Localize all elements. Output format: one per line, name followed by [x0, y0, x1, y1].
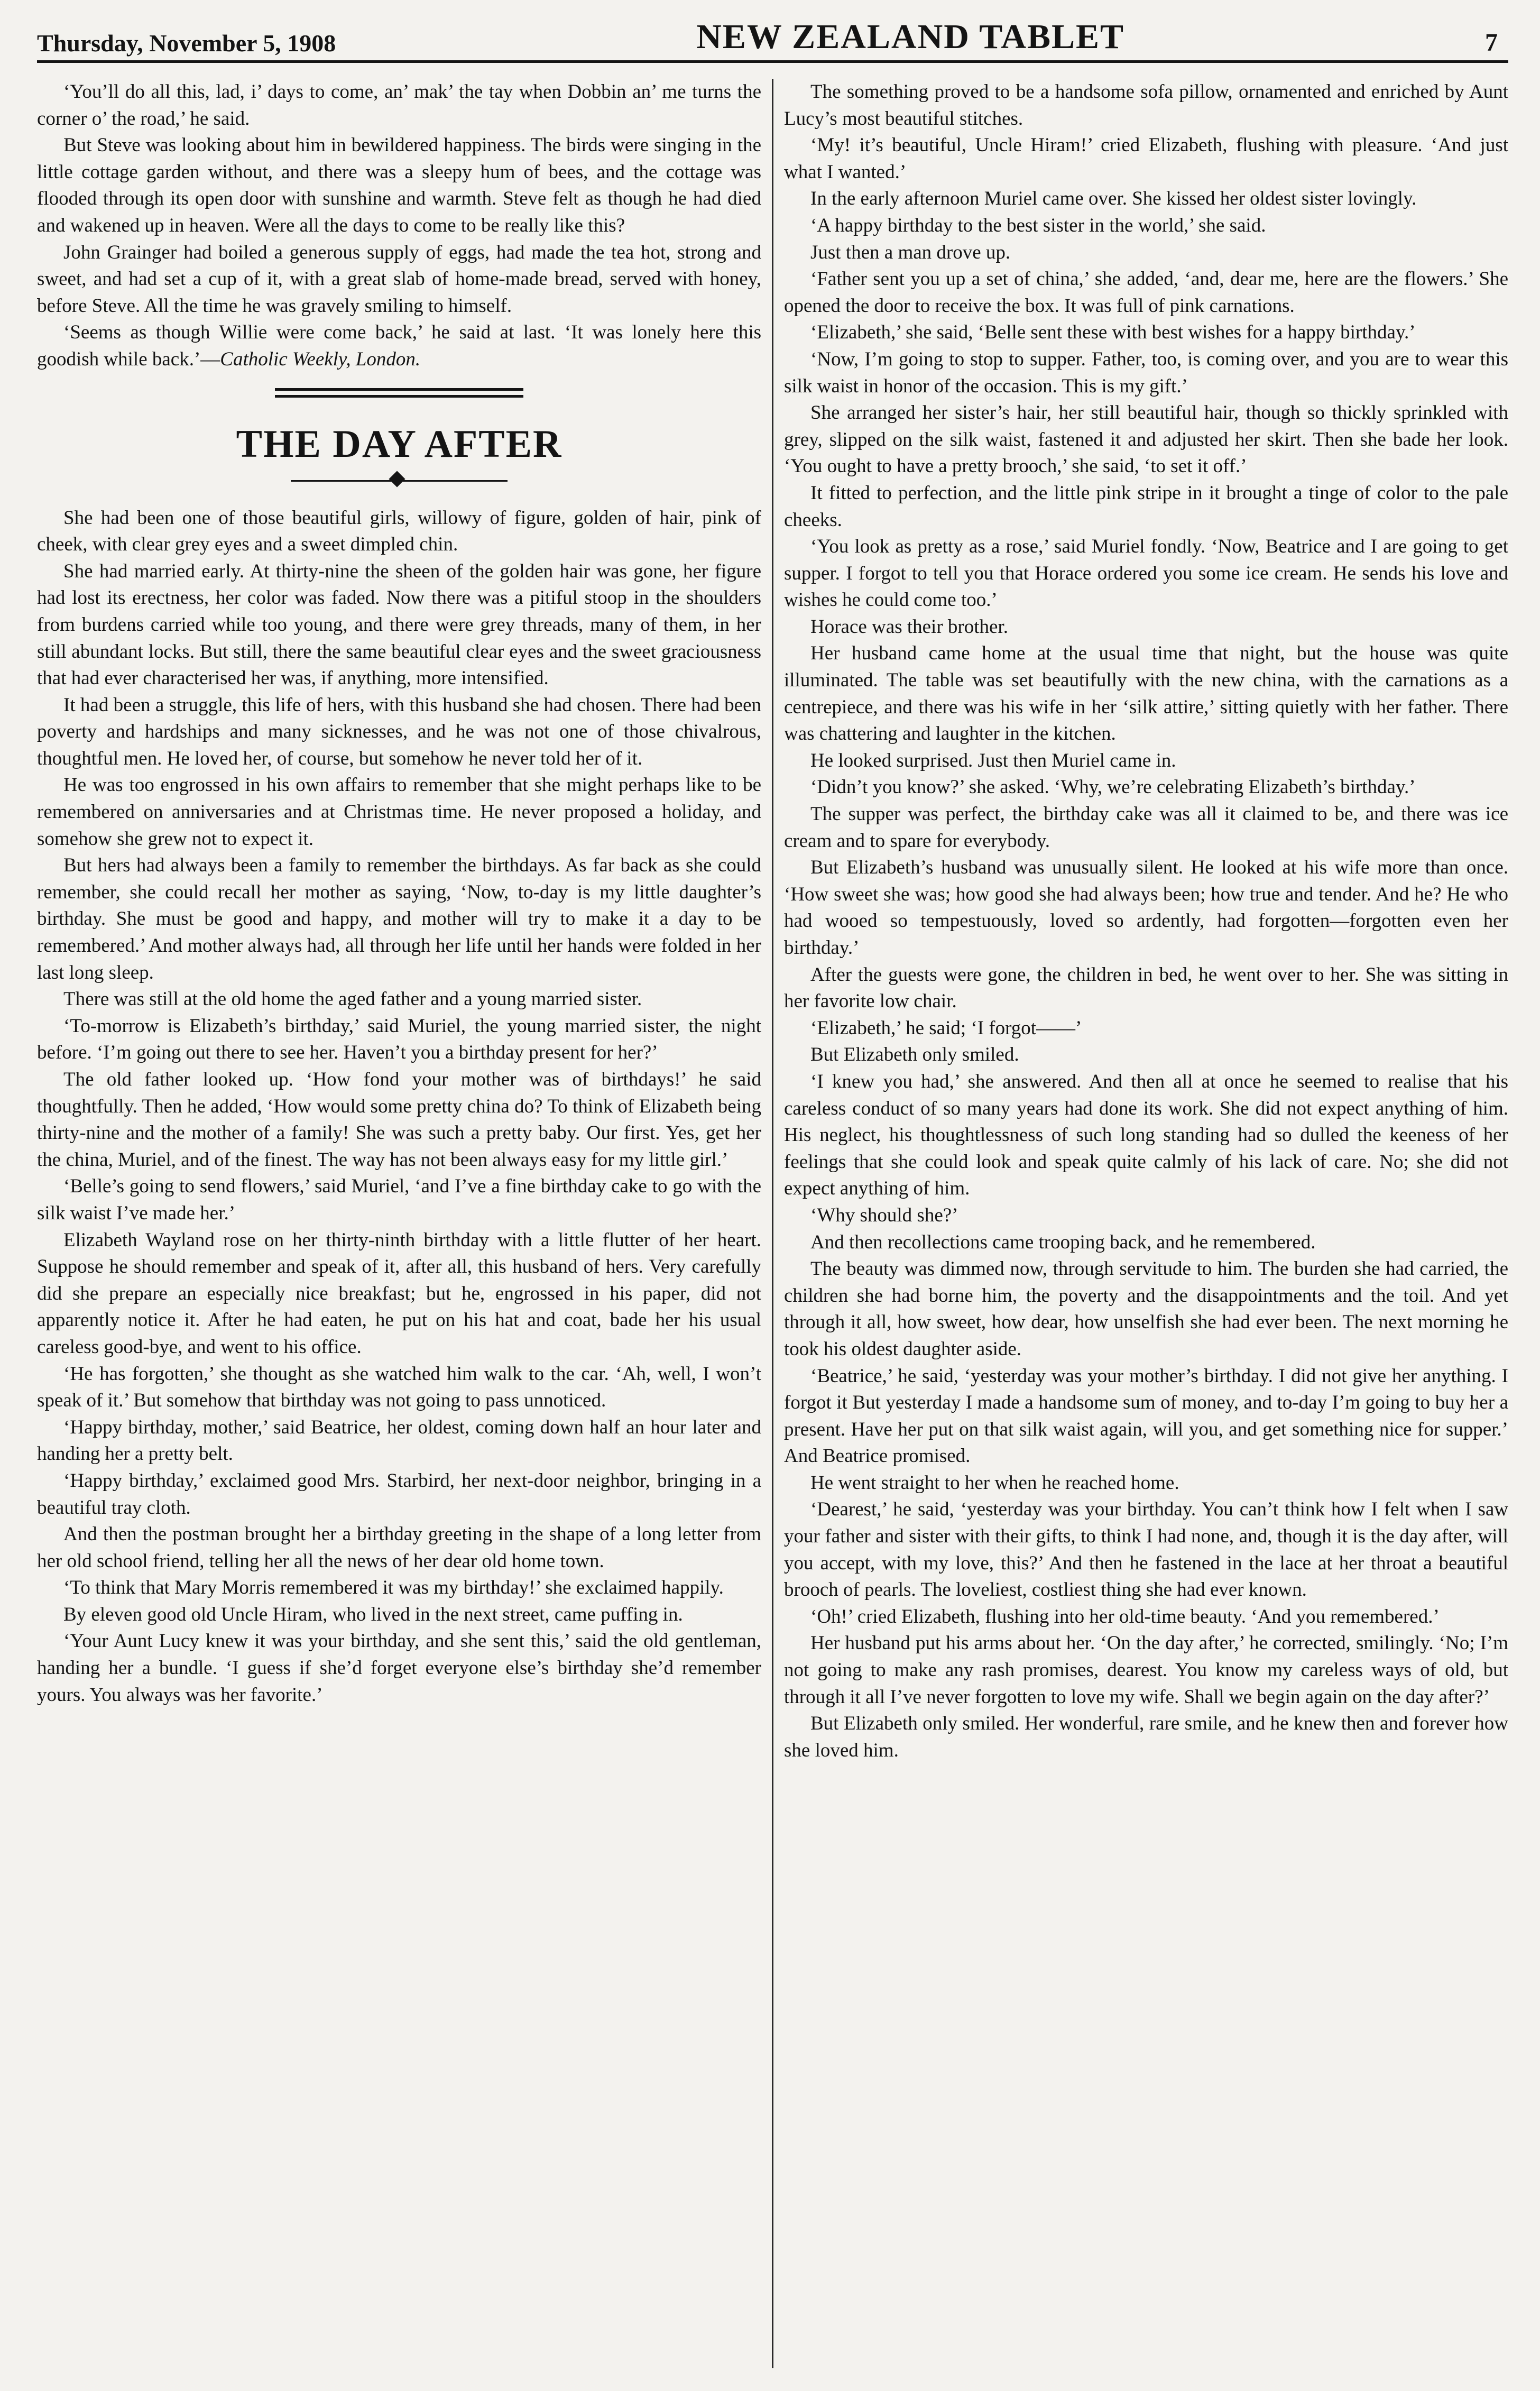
paragraph: ‘To-morrow is Elizabeth’s birthday,’ said Muriel, the young married sister, the night before. ‘I’m going out there to see her. Haven’t you a birthday present for her?’: [37, 1015, 761, 1064]
paragraph: ‘Seems as though Willie were come back,’ he said at last. ‘It was lonely here this goodish while back.’—Catholic Weekly, London.: [37, 321, 761, 370]
paragraph: ‘He has forgotten,’ she thought as she watched him walk to the car. ‘Ah, well, I won’t speak of it.’ But somehow that birthday was not going to pass unnoticed.: [37, 1363, 761, 1412]
paragraph: In the early afternoon Muriel came over. She kissed her oldest sister lovingly.: [810, 188, 1417, 210]
masthead-rule: [37, 60, 1508, 63]
paragraph: The supper was perfect, the birthday cake was all it claimed to be, and there was ice cream and to spare for everybody.: [784, 803, 1508, 852]
paragraph: She had been one of those beautiful girls, willowy of figure, golden of hair, pink of cheek, with clear grey eyes and a sweet dimpled chin.: [37, 507, 761, 556]
paragraph: ‘Oh!’ cried Elizabeth, flushing into her old-time beauty. ‘And you remembered.’: [810, 1605, 1440, 1627]
paragraph: ‘I knew you had,’ she answered. And then all at once he seemed to realise that his careless conduct of so many years had done its work. She did not expect anything of him. His neglect, his thoughtlessness of such long standing had so dulled the keeness of her feelings that she could look and speak quite calmly of his lack of care. No; she did not expect anything of him.: [784, 1070, 1508, 1200]
page-number: 7: [1485, 29, 1498, 57]
paragraph: ‘Belle’s going to send flowers,’ said Muriel, ‘and I’ve a fine birthday cake to go with the silk waist I’ve made her.’: [37, 1175, 761, 1224]
paragraph: John Grainger had boiled a generous supply of eggs, had made the tea hot, strong and sweet, and had set a cup of it, with a great slab of home-made bread, served with honey, before Steve. All the time he was gravely smiling to himself.: [37, 241, 761, 317]
paragraph: Just then a man drove up.: [810, 241, 1011, 263]
paragraph: ‘Why should she?’: [810, 1204, 958, 1226]
paragraph: There was still at the old home the aged father and a young married sister.: [63, 988, 642, 1010]
paragraph: It fitted to perfection, and the little pink stripe in it brought a tinge of color to the pale cheeks.: [784, 482, 1508, 531]
paragraph: And then the postman brought her a birthday greeting in the shape of a long letter from her old school friend, telling her all the news of her dear old home town.: [37, 1523, 761, 1572]
right-column: [784, 79, 1508, 2368]
paragraph: ‘You look as pretty as a rose,’ said Muriel fondly. ‘Now, Beatrice and I are going to get supper. I forgot to tell you that Horace ordered you some ice cream. He sends his love and wishes he could come too.’: [784, 536, 1508, 611]
paragraph: He was too engrossed in his own affairs to remember that she might perhaps like to be remembered on anniversaries and at Christmas time. He never proposed a holiday, and somehow she grew not to expect it.: [37, 774, 761, 850]
paragraph: ‘Elizabeth,’ he said; ‘I forgot——’: [810, 1017, 1082, 1039]
paragraph: ‘Father sent you up a set of china,’ she added, ‘and, dear me, here are the flowers.’ She opened the door to receive the box. It was full of pink carnations.: [784, 268, 1508, 317]
paragraph: But Elizabeth only smiled. Her wonderful, rare smile, and he knew then and forever how she loved him.: [784, 1713, 1508, 1761]
paragraph: Her husband came home at the usual time that night, but the house was quite illuminated. The table was set beautifully with the new china, with the carnations as a centrepiece, and there was his wife in her ‘silk attire,’ sitting quietly with her father. There was chattering and laughter in the kitchen.: [784, 642, 1508, 745]
paragraph: ‘Didn’t you know?’ she asked. ‘Why, we’re celebrating Elizabeth’s birthday.’: [810, 776, 1416, 798]
column-divider: [772, 79, 773, 2368]
paragraph: ‘To think that Mary Morris remembered it was my birthday!’ she exclaimed happily.: [63, 1577, 724, 1599]
paragraph: She arranged her sister’s hair, her still beautiful hair, though so thickly sprinkled with grey, slipped on the silk waist, fastened it and adjusted her skirt. Then she bade her look. ‘You ought to have a pretty brooch,’ she said, ‘to set it off.’: [784, 402, 1508, 477]
paragraph: ‘My! it’s beautiful, Uncle Hiram!’ cried Elizabeth, flushing with pleasure. ‘And just what I wanted.’: [784, 134, 1508, 183]
paragraph: ‘Now, I’m going to stop to supper. Father, too, is coming over, and you are to wear this silk waist in honor of the occasion. This is my gift.’: [784, 348, 1508, 397]
article-column-1: [37, 505, 761, 1709]
paragraph: ‘A happy birthday to the best sister in the world,’ she said.: [810, 214, 1266, 236]
paragraph: ‘Dearest,’ he said, ‘yesterday was your birthday. You can’t think how I felt when I saw your father and sister with their gifts, to think I had none, and, though it is the day after, will you accept, with my love, this?’ And then he fastened in the lace at her throat a beautiful brooch of pearls. The loveliest, costliest thing she had ever known.: [784, 1498, 1508, 1601]
story-end-rule: [275, 388, 523, 398]
paragraph: It had been a struggle, this life of hers, with this husband she had chosen. There had been poverty and hardships and many sicknesses, and he was not one of those chivalrous, thoughtful men. He loved her, of course, but somehow he never told her of it.: [37, 694, 761, 769]
paragraph: The something proved to be a handsome sofa pillow, ornamented and enriched by Aunt Lucy’s most beautiful stitches.: [784, 81, 1508, 130]
source-attribution: Catholic Weekly, London.: [220, 348, 421, 370]
paragraph: ‘Happy birthday, mother,’ said Beatrice, her oldest, coming down half an hour later and handing her a pretty belt.: [37, 1416, 761, 1465]
article-headline: THE DAY AFTER: [236, 422, 562, 466]
paragraph: The old father looked up. ‘How fond your mother was of birthdays!’ he said thoughtfully. Then he added, ‘How would some pretty china do? To think of Elizabeth being thirty-nine and the mother of a family! She was such a pretty baby. Our first. Yes, get her the china, Muriel, and of the finest. The way has not been always easy for my little girl.’: [37, 1069, 761, 1171]
article-column-2: [784, 79, 1508, 1764]
paragraph: Her husband put his arms about her. ‘On the day after,’ he corrected, smilingly. ‘No; I’m not going to make any rash promises, dearest. You know my careless ways of old, but through it all I’ve never forgotten to love my wife. Shall we begin again on the day after?’: [784, 1632, 1508, 1708]
previous-story: [37, 79, 761, 373]
paragraph: And then recollections came trooping back, and he remembered.: [810, 1231, 1316, 1253]
masthead: [37, 11, 1508, 57]
paragraph: ‘Elizabeth,’ she said, ‘Belle sent these with best wishes for a happy birthday.’: [810, 321, 1416, 344]
newspaper-title: NEW ZEALAND TABLET: [696, 17, 1125, 56]
headline-ornament: [291, 470, 508, 491]
paragraph: ‘Happy birthday,’ exclaimed good Mrs. Starbird, her next-door neighbor, bringing in a beautiful tray cloth.: [37, 1469, 761, 1519]
paragraph: But Steve was looking about him in bewildered happiness. The birds were singing in the little cottage garden without, and there was a sleepy hum of bees, and the cottage was flooded through its open door with sunshine and warmth. Steve felt as though he had died and wakened up in heaven. Were all the days to come to be really like this?: [37, 134, 761, 236]
paragraph: Elizabeth Wayland rose on her thirty-ninth birthday with a little flutter of her heart. Suppose he should remember and speak of it, after all, this husband of hers. Very carefully did she prepare an especially nice breakfast; but he, engrossed in his paper, did not apparently notice it. After he had eaten, he put on his hat and coat, bade her his usual careless good-bye, and went to his office.: [37, 1229, 761, 1358]
paragraph: Horace was their brother.: [810, 615, 1008, 638]
paragraph: The beauty was dimmed now, through servitude to him. The burden she had carried, the children she had borne him, the poverty and the disappointments and the toil. And yet through it all, how sweet, how dear, how unselfish she had ever been. The next morning he took his oldest daughter aside.: [784, 1258, 1508, 1360]
left-column: [37, 79, 761, 2368]
paragraph: But Elizabeth only smiled.: [810, 1044, 1019, 1066]
paragraph: ‘Your Aunt Lucy knew it was your birthday, and she sent this,’ said the old gentleman, handing her a bundle. ‘I guess if she’d forget everyone else’s birthday she’d remember yours. You always was her favorite.’: [37, 1630, 761, 1706]
paragraph: After the guests were gone, the children in bed, he went over to her. She was sitting in her favorite low chair.: [784, 963, 1508, 1013]
paragraph: By eleven good old Uncle Hiram, who lived in the next street, came puffing in.: [63, 1603, 683, 1625]
issue-date: Thursday, November 5, 1908: [37, 30, 336, 57]
paragraph: But Elizabeth’s husband was unusually silent. He looked at his wife more than once. ‘How sweet she was; how good she had always been; how true and tender. And he? He who had wooed so tempestuously, loved so ardently, had forgotten—forgotten even her birthday.’: [784, 857, 1508, 959]
paragraph: ‘You’ll do all this, lad, i’ days to come, an’ mak’ the tay when Dobbin an’ me turns the corner o’ the road,’ he said.: [37, 81, 761, 130]
paragraph: He went straight to her when he reached home.: [810, 1472, 1179, 1494]
paragraph: He looked surprised. Just then Muriel came in.: [810, 749, 1176, 771]
paragraph: ‘Beatrice,’ he said, ‘yesterday was your mother’s birthday. I did not give her anything. I forgot it But yesterday I made a handsome sum of money, and to-day I’m going to buy her a present. Have her put on that silk waist again, will you, and get something nice for supper.’ And Beatrice promised.: [784, 1365, 1508, 1467]
paragraph: She had married early. At thirty-nine the sheen of the golden hair was gone, her figure had lost its erectness, her color was faded. Now there was a pitiful stoop in the shoulders from burdens carried while too young, and there were grey threads, many of them, in her still abundant locks. But still, there the same beautiful clear eyes and the sweet graciousness that had ever characterised her was, if anything, more intensified.: [37, 560, 761, 689]
paragraph: But hers had always been a family to remember the birthdays. As far back as she could remember, she could recall her mother as saying, ‘Now, to-day is my little daughter’s birthday. She must be good and happy, and mother will try to make it a day to be remembered.’ And mother always had, all through her life until her hands were folded in her last long sleep.: [37, 854, 761, 983]
columns: [37, 79, 1508, 2368]
